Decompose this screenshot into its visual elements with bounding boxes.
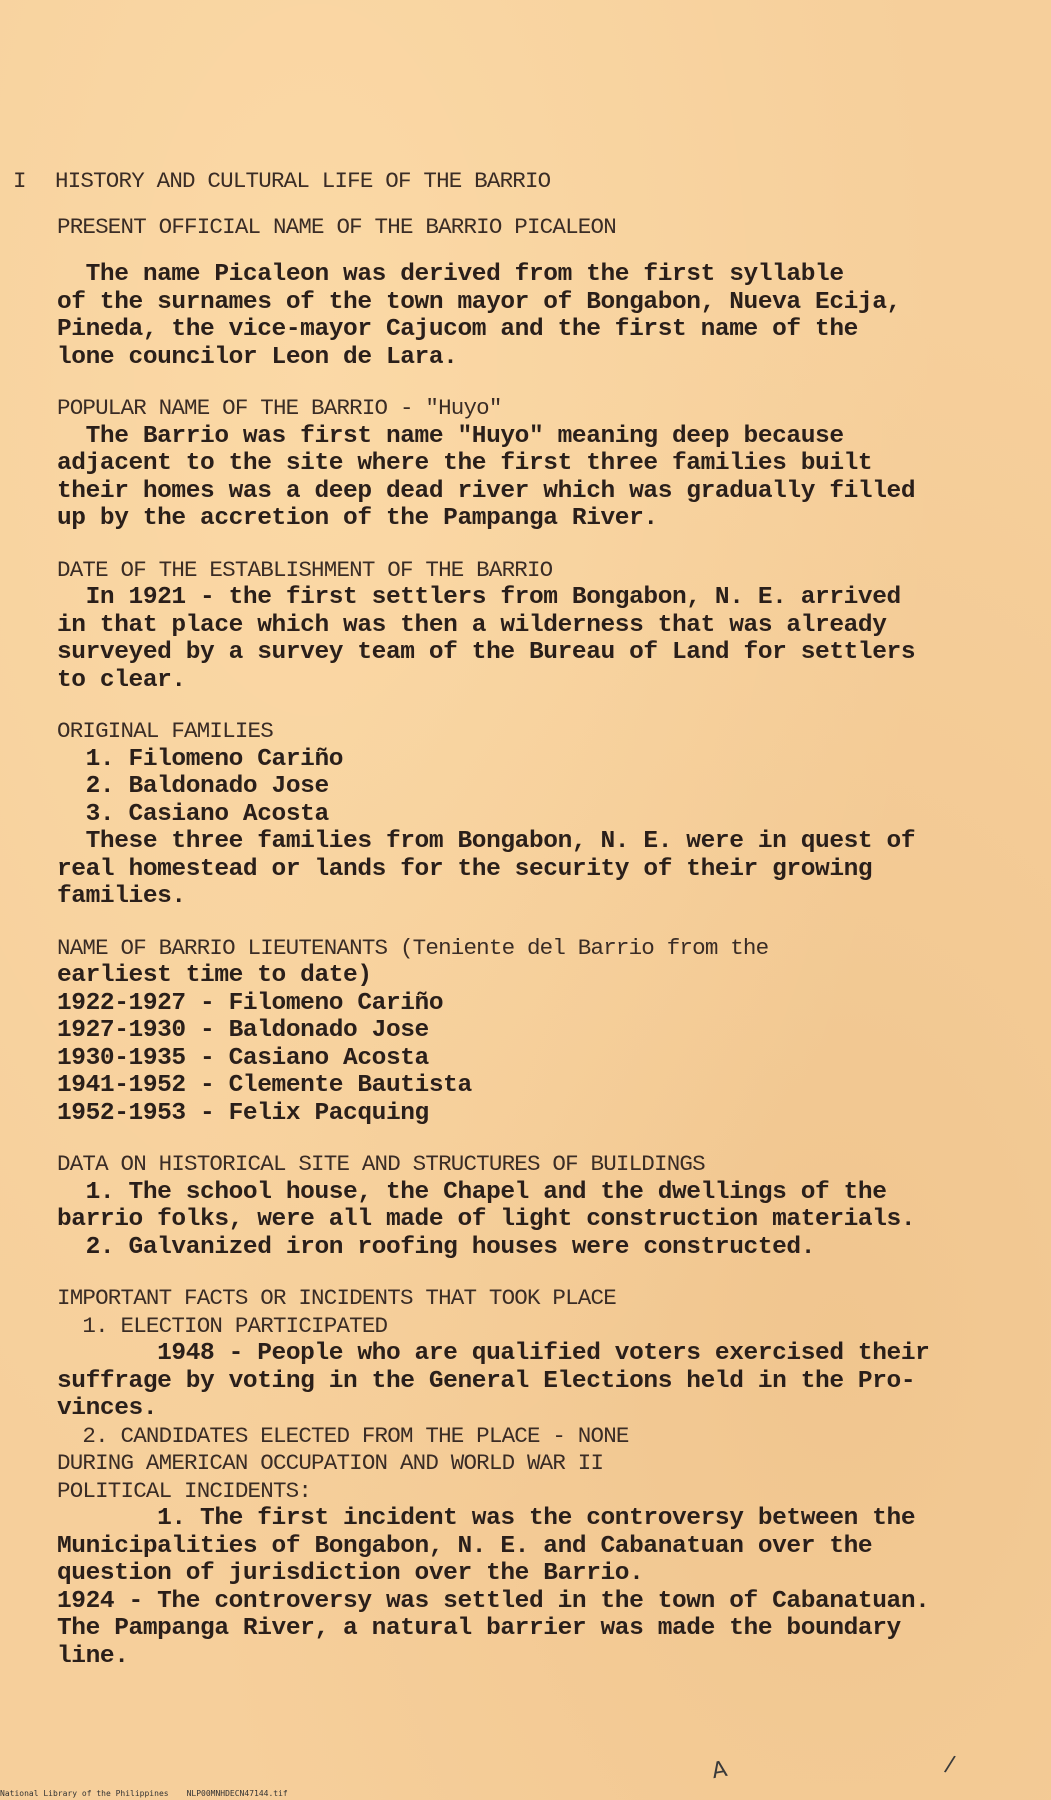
section-heading: PRESENT OFFICIAL NAME OF THE BARRIO PICALEON — [57, 213, 616, 240]
subheading: 1. ELECTION PARTICIPATED — [57, 1312, 388, 1339]
body-line: line. — [57, 1642, 129, 1670]
body-line: question of jurisdiction over the Barrio. — [57, 1560, 644, 1587]
body-line: In 1921 - the first settlers from Bongabon, N. E. arrived — [57, 584, 901, 611]
section-heading: IMPORTANT FACTS OR INCIDENTS THAT TOOK PLACE — [57, 1285, 616, 1311]
list-item: 3. Casiano Acosta — [57, 800, 329, 828]
section-heading: ORIGINAL FAMILIES — [57, 718, 273, 744]
list-item: 2. Baldonado Jose — [57, 773, 329, 800]
document-body — [13, 168, 1033, 1670]
body-line: in that place which was then a wilderness that was already — [57, 611, 887, 639]
subheading: DURING AMERICAN OCCUPATION AND WORLD WAR II — [57, 1450, 604, 1476]
section-official-name — [57, 214, 1033, 372]
section-heading: NAME OF BARRIO LIEUTENANTS (Teniente del Barrio from the — [57, 934, 769, 961]
section-heading: DATA ON HISTORICAL SITE AND STRUCTURES OF BUILDINGS — [57, 1151, 705, 1177]
body-line: barrio folks, were all made of light construction materials. — [57, 1206, 916, 1233]
body-line: their homes was a deep dead river which was gradually filled — [57, 477, 916, 505]
body-line: The Barrio was first name "Huyo" meaning deep because — [57, 422, 844, 450]
body-line: of the surnames of the town mayor of Bongabon, Nueva Ecija, — [57, 288, 901, 316]
handwritten-mark: A — [709, 1756, 730, 1785]
body-line: 2. Galvanized iron roofing houses were constructed. — [57, 1233, 816, 1261]
section-heading: POPULAR NAME OF THE BARRIO - "Huyo" — [57, 395, 502, 421]
body-line: earliest time to date) — [57, 962, 372, 989]
list-item: 1930-1935 - Casiano Acosta — [57, 1044, 429, 1072]
list-item: 1922-1927 - Filomeno Cariño — [57, 989, 444, 1017]
section-popular-name — [57, 395, 1033, 533]
body-line: real homestead or lands for the security of their growing — [57, 855, 873, 883]
library-credit: National Library of the Philippines — [0, 1789, 169, 1798]
body-line: families. — [57, 883, 186, 910]
file-name: NLP00MNHDECN47144.tif — [186, 1789, 288, 1798]
body-line: to clear. — [57, 666, 186, 694]
body-line: 1. The school house, the Chapel and the dwellings of the — [57, 1178, 887, 1206]
body-line: Pineda, the vice-mayor Cajucom and the first name of the — [57, 316, 858, 343]
body-line: 1. The first incident was the controversy between the — [57, 1505, 916, 1532]
body-line: surveyed by a survey team of the Bureau of Land for settlers — [57, 639, 916, 666]
section-historical-sites — [57, 1151, 1033, 1261]
handwritten-mark: / — [942, 1751, 957, 1778]
document-title: HISTORY AND CULTURAL LIFE OF THE BARRIO — [55, 168, 551, 194]
body-line: These three families from Bongabon, N. E. were in quest of — [57, 828, 916, 855]
section-heading: DATE OF THE ESTABLISHMENT OF THE BARRIO — [57, 556, 553, 583]
body-line: suffrage by voting in the General Elections held in the Pro- — [57, 1367, 916, 1395]
body-line: up by the accretion of the Pampanga River. — [57, 505, 658, 532]
body-line: The name Picaleon was derived from the first syllable — [57, 261, 844, 288]
body-line: 1924 - The controversy was settled in the town of Cabanatuan. — [57, 1587, 930, 1615]
list-item: 1927-1930 - Baldonado Jose — [57, 1017, 429, 1044]
subheading: 2. CANDIDATES ELECTED FROM THE PLACE - NONE — [57, 1422, 629, 1449]
list-item: 1941-1952 - Clemente Bautista — [57, 1072, 472, 1099]
body-line: adjacent to the site where the first three families built — [57, 450, 873, 477]
list-item: 1. Filomeno Cariño — [57, 745, 344, 773]
section-establishment-date — [57, 557, 1033, 695]
body-line: 1948 - People who are qualified voters exercised their — [57, 1340, 930, 1367]
list-item: 1952-1953 - Felix Pacquing — [57, 1099, 429, 1127]
document-title-row — [13, 168, 1033, 196]
subheading: POLITICAL INCIDENTS: — [57, 1477, 312, 1504]
section-important-facts — [57, 1285, 1033, 1670]
section-original-families — [57, 718, 1033, 911]
body-line: The Pampanga River, a natural barrier was made the boundary — [57, 1615, 901, 1642]
scan-footer — [0, 1789, 306, 1798]
body-line: vinces. — [57, 1395, 158, 1422]
body-line: lone councilor Leon de Lara. — [57, 343, 458, 371]
section-barrio-lieutenants — [57, 935, 1033, 1128]
body-line: Municipalities of Bongabon, N. E. and Cabanatuan over the — [57, 1532, 873, 1560]
title-number: I — [13, 168, 26, 194]
